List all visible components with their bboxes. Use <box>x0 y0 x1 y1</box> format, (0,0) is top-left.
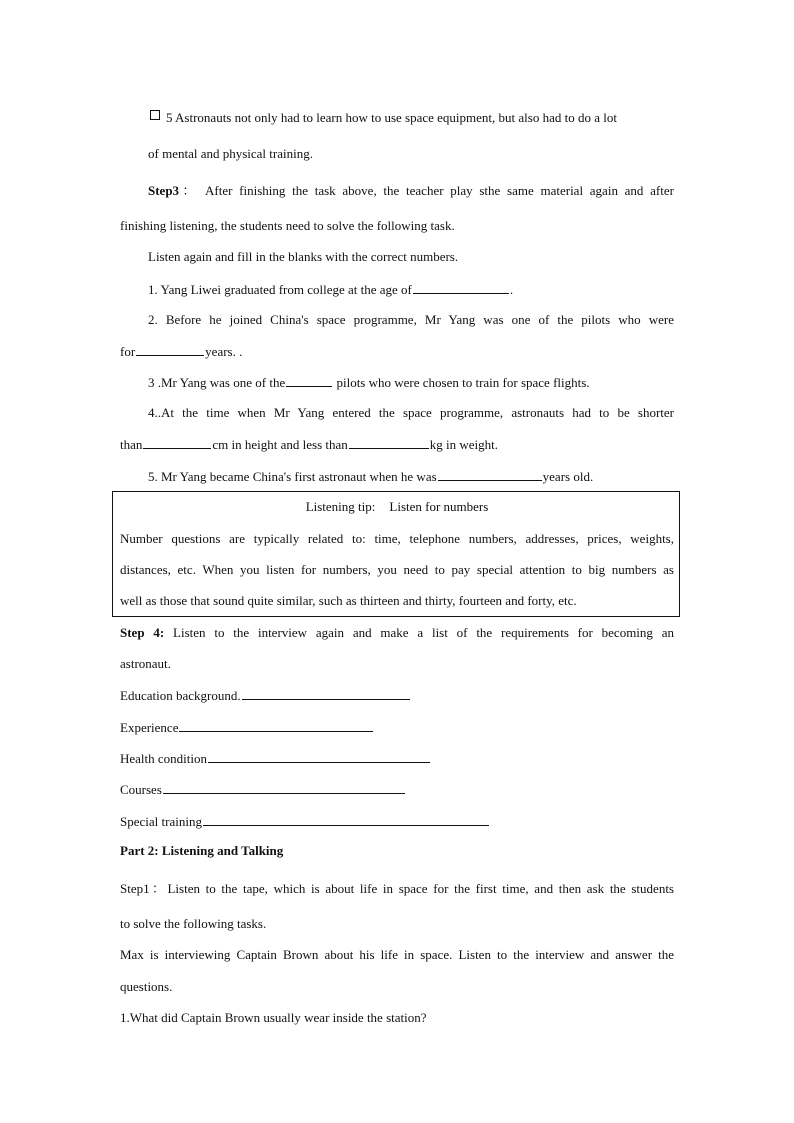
question-3: 3 .Mr Yang was one of the pilots who were chosen to train for space flights. <box>148 375 590 390</box>
step3-label: Step3 <box>148 183 180 198</box>
part2-step1: Step1：Listen to the tape, which is about life in space for the first time, and then ask the students <box>120 881 674 896</box>
field-education: Education background. <box>120 687 411 704</box>
part2-question-1: 1.What did Captain Brown usually wear inside the station? <box>120 1010 427 1025</box>
listening-tip-text: well as those that sound quite similar, such as thirteen and thirty, fourteen and forty, etc. <box>120 593 577 608</box>
listening-tip-title: Listening tip: Listen for numbers <box>305 499 489 514</box>
question-1: 1. Yang Liwei graduated from college at the age of . <box>148 282 514 297</box>
step4-intro: Step 4: Listen to the interview again and make a list of the requirements for becoming an <box>120 625 675 640</box>
part2-intro: Max is interviewing Captain Brown about his life in space. Listen to the interview and answer the <box>120 947 674 962</box>
question-5: 5. Mr Yang became China's first astronaut when he was years old. <box>148 469 594 484</box>
listening-tip-text: Number questions are typically related to: time, telephone numbers, addresses, prices, weights, <box>120 531 674 546</box>
answer-blank[interactable] <box>179 719 373 732</box>
step3-instruction: Listen again and fill in the blanks with the correct numbers. <box>148 249 459 264</box>
statement-5-continued: of mental and physical training. <box>148 146 313 161</box>
question-2: 2. Before he joined China's space programme, Mr Yang was one of the pilots who were <box>148 312 674 327</box>
section-heading: Part 2: Listening and Talking <box>120 843 284 858</box>
field-special-training: Special training <box>120 813 490 830</box>
answer-blank[interactable] <box>413 281 509 294</box>
checkbox[interactable] <box>150 110 160 120</box>
answer-blank[interactable] <box>438 468 542 481</box>
part2-step1-continued: to solve the following tasks. <box>120 916 267 931</box>
answer-blank[interactable] <box>203 813 489 826</box>
step3-intro-continued: finishing listening, the students need to solve the following task. <box>120 218 455 233</box>
answer-blank[interactable] <box>242 687 410 700</box>
field-health: Health condition <box>120 750 431 767</box>
answer-blank[interactable] <box>136 343 204 356</box>
answer-blank[interactable] <box>349 436 429 449</box>
answer-blank[interactable] <box>143 436 211 449</box>
listening-tip-text: distances, etc. When you listen for numbers, you need to pay special attention to big numbers as <box>120 562 674 577</box>
answer-blank[interactable] <box>163 781 405 794</box>
step4-intro-continued: astronaut. <box>120 656 171 671</box>
question-4-continued: than cm in height and less than kg in weight. <box>120 437 499 452</box>
question-4: 4..At the time when Mr Yang entered the space programme, astronauts had to be shorter <box>148 405 674 420</box>
field-courses: Courses <box>120 781 406 798</box>
answer-blank[interactable] <box>286 374 332 387</box>
answer-blank[interactable] <box>208 750 430 763</box>
part2-intro-continued: questions. <box>120 979 173 994</box>
field-experience: Experience <box>120 719 374 736</box>
statement-5: 5 Astronauts not only had to learn how to use space equipment, but also had to do a lot <box>150 110 617 126</box>
step3-intro: Step3： After finishing the task above, the teacher play sthe same material again and after <box>148 183 674 198</box>
question-2-continued: for years. . <box>120 344 243 359</box>
step4-label: Step 4: <box>120 625 165 640</box>
